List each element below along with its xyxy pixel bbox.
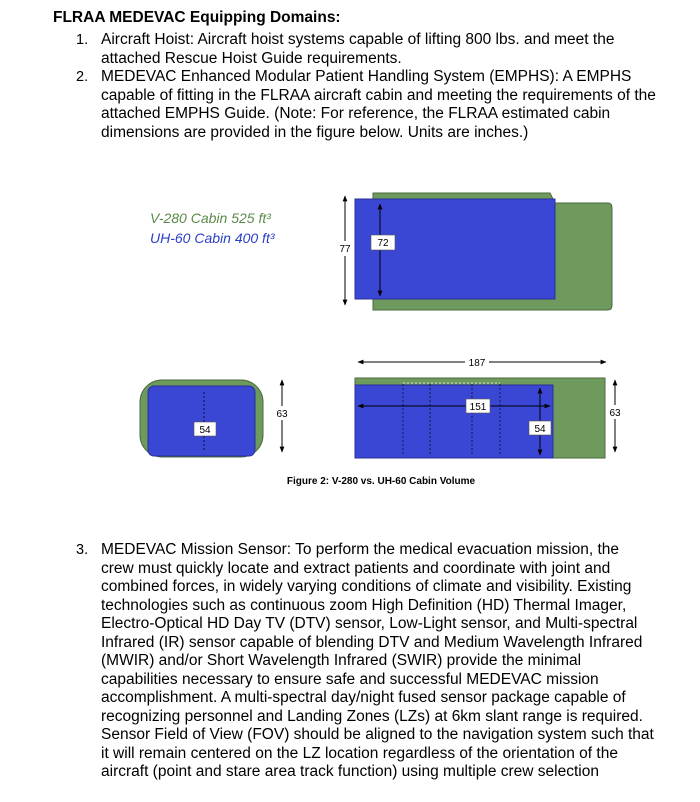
top-view-diagram (355, 378, 623, 458)
text-line: attached EMPHS Guide. (Note: For reference, the FLRAA estimated cabin (101, 105, 611, 122)
text-line: capable of fitting in the FLRAA aircraft cabin and meeting the requirements of the (101, 86, 656, 104)
side-view-diagram (337, 193, 612, 310)
legend-uh60: UH-60 Cabin 400 ft³ (150, 230, 275, 246)
text-line: it will remain centered on the LZ location regardless of the orientation of the (101, 744, 618, 762)
text-line: combined forces, in widely varying conditions of climate and visibility. Existing (101, 578, 632, 595)
cabin-volume-figure (0, 150, 700, 495)
inner-length-label: 151 (469, 402, 487, 413)
text-line: technologies such as continuous zoom High Definition (HD) Thermal Imager, (101, 596, 627, 614)
text-line: Electro-Optical HD Day TV (DTV) sensor, Low-Light sensor, and Multi-spectral (101, 615, 638, 632)
length-dimension (358, 355, 606, 369)
figure-caption: Figure 2: V-280 vs. UH-60 Cabin Volume (286, 476, 476, 487)
text-line: capabilities necessary to ensure safe and successful MEDEVAC mission (101, 670, 599, 688)
text-line: Infrared (IR) sensor capable of blending DTV and Medium Wavelength Infrared (101, 633, 643, 651)
text-line: Sensor Field of View (FOV) should be aligned to the navigation system such that (101, 726, 654, 743)
list-item-text (101, 68, 686, 142)
text-line: accomplishment. A multi-spectral day/night fused sensor package capable of (101, 689, 626, 706)
uh60-front-profile (148, 386, 255, 456)
front-view-diagram (140, 380, 290, 457)
text-line: (MWIR) and/or Short Wavelength Infrared (SWIR) provide the minimal (101, 652, 582, 669)
text-line: crew must quickly locate and extract patients and coordinate with joint and (101, 559, 611, 577)
front-height-label: 63 (276, 409, 288, 420)
text-line: recognizing personnel and Landing Zones (LZs) at 6km slant range is required. (101, 707, 643, 725)
text-line: aircraft (point and stare area track function) using multiple crew selection (101, 763, 599, 780)
side-height-outer-label: 77 (339, 244, 351, 255)
top-width-label: 54 (534, 424, 546, 435)
top-height-label: 63 (609, 408, 621, 419)
text-line: MEDEVAC Enhanced Modular Patient Handling System (EMPHS): A EMPHS (101, 68, 632, 85)
list-number: 3. (76, 542, 89, 558)
uh60-top-profile (355, 385, 553, 458)
legend-v280: V-280 Cabin 525 ft³ (150, 210, 271, 226)
text-line: Aircraft Hoist: Aircraft hoist systems capable of lifting 800 lbs. and meet the (101, 31, 615, 48)
text-line: MEDEVAC Mission Sensor: To perform the medical evacuation mission, the (101, 541, 620, 558)
list-number: 1. (76, 32, 89, 48)
side-height-inner-label: 72 (377, 238, 389, 249)
list-number: 2. (76, 69, 89, 85)
list-item-text (101, 31, 686, 68)
list-item-text (101, 541, 686, 782)
text-line: attached Rescue Hoist Guide requirements. (101, 49, 402, 67)
length-label: 187 (468, 358, 486, 369)
section-heading: FLRAA MEDEVAC Equipping Domains: (53, 9, 341, 26)
front-width-label: 54 (199, 425, 211, 436)
text-line: dimensions are provided in the figure below. Units are inches.) (101, 123, 529, 141)
